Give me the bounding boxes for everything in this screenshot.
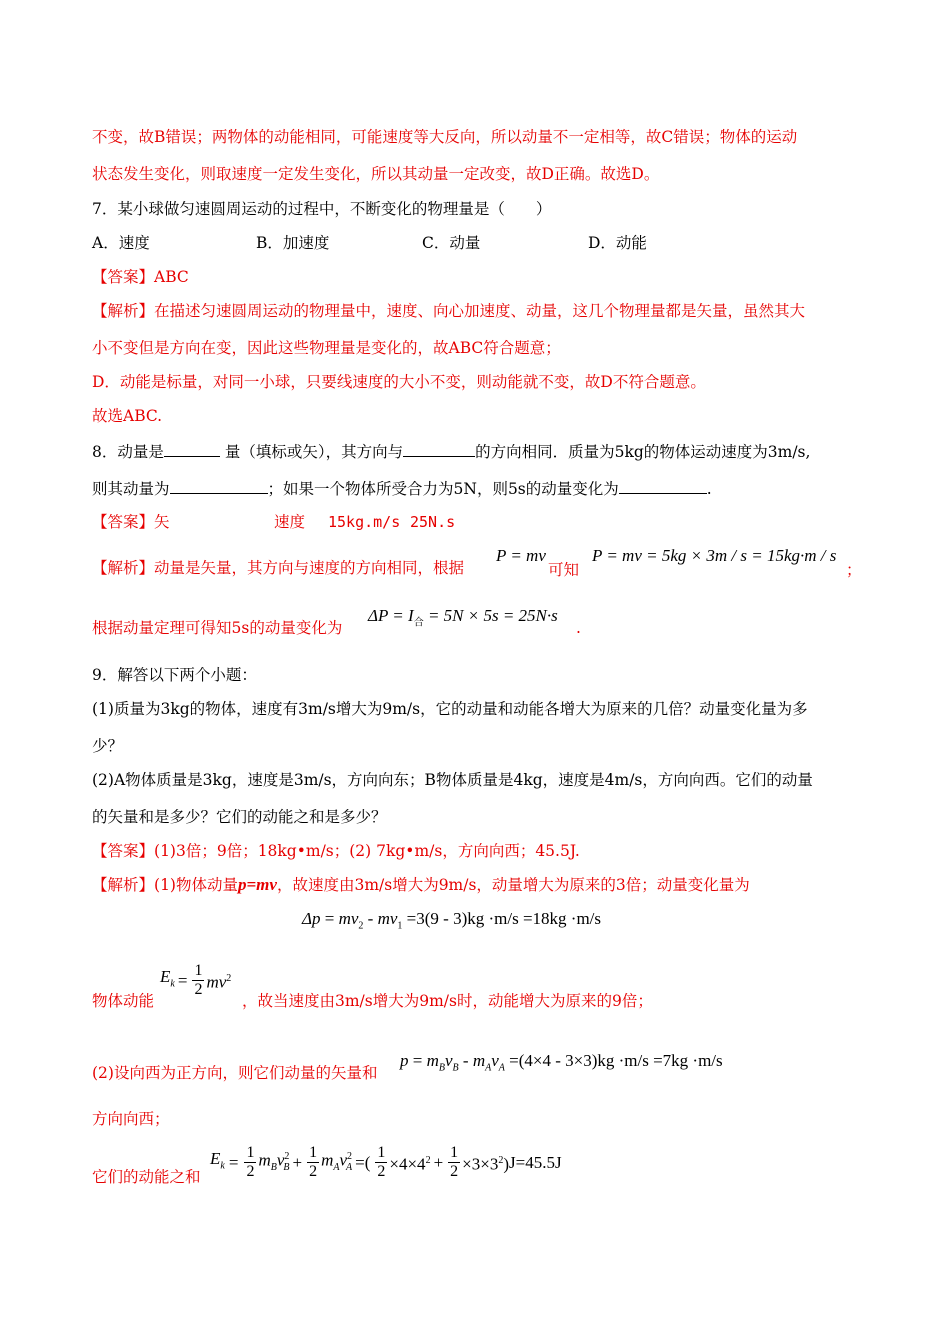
q9-part2-line2: 的矢量和是多少？它们的动能之和是多少？ — [92, 808, 387, 826]
analysis-text: ，故当速度由3m/s增大为9m/s时，动能增大为原来的9倍； — [242, 992, 653, 1010]
q8-analysis-1 — [92, 546, 867, 587]
formula-energy-result: J=45.5J — [509, 1152, 562, 1172]
q9-part1-line2: 少？ — [92, 737, 124, 755]
analysis-text: 在描述匀速圆周运动的物理量中，速度、向心加速度、动量，这几个物理量都是矢量，虽然其大 — [154, 302, 806, 320]
formula-impulse — [368, 605, 558, 634]
continuation-line-2: 状态发生变化，则取速度一定发生变化，所以其动量一定改变，故D正确。故选D。 — [92, 165, 660, 183]
analysis-text: . — [576, 619, 581, 637]
analysis-text: (1)物体动量 — [154, 876, 238, 894]
q7-option-c: C．动量 — [422, 234, 481, 252]
formula-momentum: P = mv — [496, 546, 546, 565]
formula-momentum-change: $\Delta p = mv_2 - mv_1 =3(9 - 3)kg \cdot m/s =18kg \cdot m/s$ — [302, 909, 602, 932]
q7-option-b: B．加速度 — [256, 234, 330, 252]
q8-text: 量（填标或矢），其方向与 — [224, 443, 404, 461]
q7-answer — [92, 266, 189, 288]
answer-blank-2: 速度 — [274, 513, 306, 531]
answer-blank-3: 15kg.m/s — [328, 513, 401, 531]
formula-inline: p=mv — [237, 875, 277, 894]
answer-blank-4: 25N.s — [410, 513, 456, 531]
answer-tag: 【答案】 — [92, 842, 155, 860]
q9-analysis-3 — [92, 1051, 867, 1092]
q8-text: 则其动量为 — [92, 480, 170, 498]
q7-stem: 7．某小球做匀速圆周运动的过程中，不断变化的物理量是（ ） — [92, 200, 552, 218]
analysis-text: 物体动能 — [92, 992, 155, 1010]
q7-analysis-4: 故选ABC. — [92, 407, 163, 425]
analysis-tag: 【解析】 — [92, 559, 155, 577]
analysis-text: 根据动量定理可得知5s的动量变化为 — [92, 619, 343, 637]
q8-stem-2 — [92, 477, 712, 500]
q8-text: 的方向相同．质量为5kg的物体运动速度为3m/s, — [475, 443, 811, 461]
q7-option-d: D．动能 — [588, 234, 647, 252]
analysis-tag: 【解析】 — [92, 302, 155, 320]
answer-tag: 【答案】 — [92, 268, 155, 286]
q9-answer — [92, 840, 580, 862]
analysis-tag: 【解析】 — [92, 876, 155, 894]
fill-blank[interactable] — [619, 477, 707, 494]
q9-analysis-2 — [92, 962, 867, 1020]
q7-options — [92, 232, 867, 254]
continuation-line-1: 不变，故B错误；两物体的动能相同，可能速度等大反向，所以动量不一定相等，故C错误；物体的运动 — [92, 128, 798, 146]
q8-answer — [92, 511, 867, 533]
analysis-text: ； — [846, 561, 862, 579]
analysis-text: 它们的动能之和 — [92, 1168, 201, 1186]
analysis-text: ，故速度由3m/s增大为9m/s，动量增大为原来的3倍；动量变化量为 — [276, 876, 750, 894]
formula-subscript: 合 — [413, 617, 424, 629]
fill-blank[interactable] — [403, 440, 475, 457]
answer-tag: 【答案】 — [92, 513, 155, 531]
q7-option-a: A．速度 — [92, 234, 150, 252]
answer-text: ABC — [154, 268, 189, 286]
formula-vector-sum: $p = m_Bv_B - m_Av_A =(4\times 4 - 3\times 3)kg \cdot m/s =7kg \cdot m/s$ — [400, 1051, 723, 1074]
q9-analysis-5 — [92, 1144, 867, 1206]
q8-text: 8．动量是 — [92, 443, 164, 461]
answer-text: (1)3倍；9倍；18kg•m/s；(2) 7kg•m/s，方向向西；45.5J. — [154, 842, 580, 860]
answer-blank-1: 矢 — [154, 513, 170, 531]
formula-part: = 5N × 5s = 25N·s — [423, 606, 558, 625]
formula-kinetic-energy: $E_k$ = $\frac{1}{2}$ $mv^2$ — [160, 962, 232, 998]
q7-analysis-1 — [92, 300, 805, 322]
formula-part: ΔP = I — [368, 606, 414, 625]
q9-part1-line1: (1)质量为3kg的物体，速度有3m/s增大为9m/s，它的动量和动能各增大为原来的几倍？动量变化量为多 — [92, 700, 808, 718]
q7-analysis-3: D．动能是标量，对同一小球，只要线速度的大小不变，则动能就不变，故D不符合题意。 — [92, 373, 706, 391]
q8-text: ；如果一个物体所受合力为5N，则5s的动量变化为 — [267, 480, 619, 498]
analysis-text: 可知 — [548, 561, 580, 579]
formula-energy-sum: $E_k$ = $\frac{1}{2}$ $m_Bv^2_B$ + $\frac{1}{2}$ $m_Av^2_A$ =( $\frac{1}{2}$ $\times 4\times 4^2$ + $\frac{1}{2}$ $\times 3\times 3^2$) J=45.5J — [210, 1144, 562, 1180]
formula-momentum-value: P = mv = 5kg × 3m / s = 15kg·m / s — [592, 546, 837, 565]
q9-part2-line1: (2)A物体质量是3kg，速度是3m/s，方向向东；B物体质量是4kg，速度是4m/s，方向向西。它们的动量 — [92, 771, 813, 789]
q9-analysis-1 — [92, 874, 750, 896]
q9-analysis-4: 方向向西； — [92, 1110, 170, 1128]
analysis-text: (2)设向西为正方向，则它们动量的矢量和 — [92, 1064, 378, 1082]
q8-text: . — [706, 480, 712, 498]
q9-stem: 9．解答以下两个小题： — [92, 666, 257, 684]
q7-analysis-2: 小不变但是方向在变，因此这些物理量是变化的，故ABC符合题意； — [92, 339, 561, 357]
fill-blank[interactable] — [164, 440, 220, 457]
q8-stem-1 — [92, 440, 810, 463]
fill-blank[interactable] — [170, 477, 268, 494]
analysis-text: 动量是矢量，其方向与速度的方向相同，根据 — [154, 559, 465, 577]
